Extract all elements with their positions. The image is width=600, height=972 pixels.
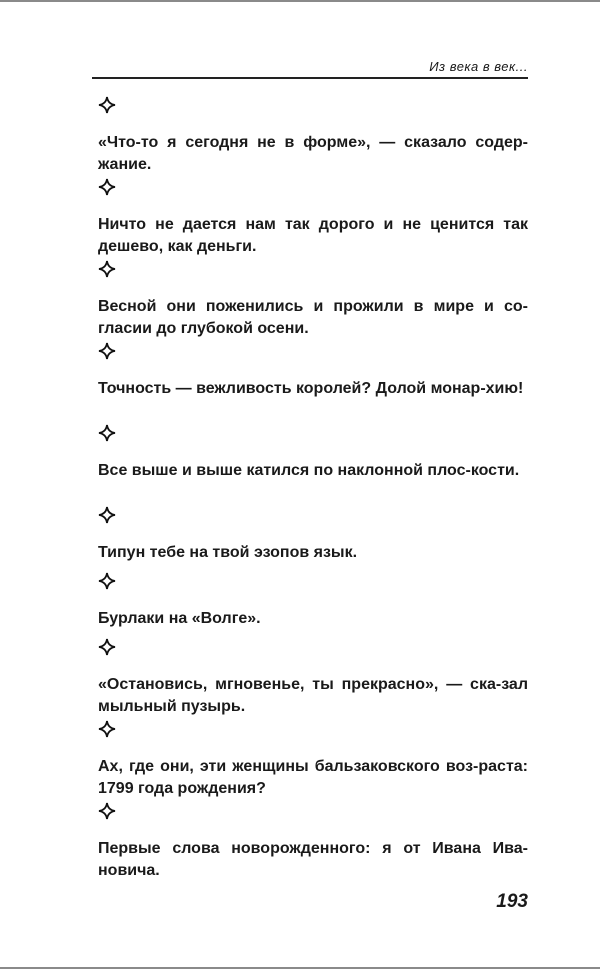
aphorism-text: Весной они поженились и прожили в мире и со-гласии до глубокой осени. <box>98 298 528 337</box>
aphorism-entry <box>98 638 528 720</box>
aphorism-entry <box>98 424 528 506</box>
page-number: 193 <box>496 891 528 912</box>
aphorism-text: Типун тебе на твой эзопов язык. <box>98 544 358 561</box>
four-point-star-icon <box>98 178 116 196</box>
aphorism-text: Ах, где они, эти женщины бальзаковского воз-раста: 1799 года рождения? <box>98 758 528 797</box>
four-point-star-icon <box>98 572 116 590</box>
four-point-star-icon <box>98 424 116 442</box>
aphorism-text: Точность — вежливость королей? Долой монар-хию! <box>98 380 524 397</box>
aphorism-text: «Остановись, мгновенье, ты прекрасно», — ска-зал мыльный пузырь. <box>98 676 528 715</box>
four-point-star-icon <box>98 260 116 278</box>
aphorism-entry <box>98 720 528 802</box>
aphorism-text: Бурлаки на «Волге». <box>98 610 261 627</box>
aphorism-text: Первые слова новорожденного: я от Ивана Ива-новича. <box>98 840 528 879</box>
aphorism-entry <box>98 178 528 260</box>
aphorism-text: «Что-то я сегодня не в форме», — сказало содер-жание. <box>98 134 528 173</box>
running-head: Из века в век... <box>429 59 528 74</box>
four-point-star-icon <box>98 96 116 114</box>
aphorism-text: Ничто не дается нам так дорого и не ценится так дешево, как деньги. <box>98 216 528 255</box>
four-point-star-icon <box>98 802 116 820</box>
top-border <box>0 0 600 2</box>
aphorism-entry <box>98 572 528 638</box>
aphorism-entry <box>98 506 528 572</box>
bottom-border <box>0 967 600 969</box>
aphorism-text: Все выше и выше катился по наклонной плос-кости. <box>98 462 520 479</box>
four-point-star-icon <box>98 342 116 360</box>
four-point-star-icon <box>98 720 116 738</box>
header-rule <box>92 77 528 79</box>
four-point-star-icon <box>98 638 116 656</box>
four-point-star-icon <box>98 506 116 524</box>
aphorism-list <box>98 96 528 884</box>
aphorism-entry <box>98 342 528 424</box>
aphorism-entry <box>98 260 528 342</box>
aphorism-entry <box>98 96 528 178</box>
aphorism-entry <box>98 802 528 884</box>
